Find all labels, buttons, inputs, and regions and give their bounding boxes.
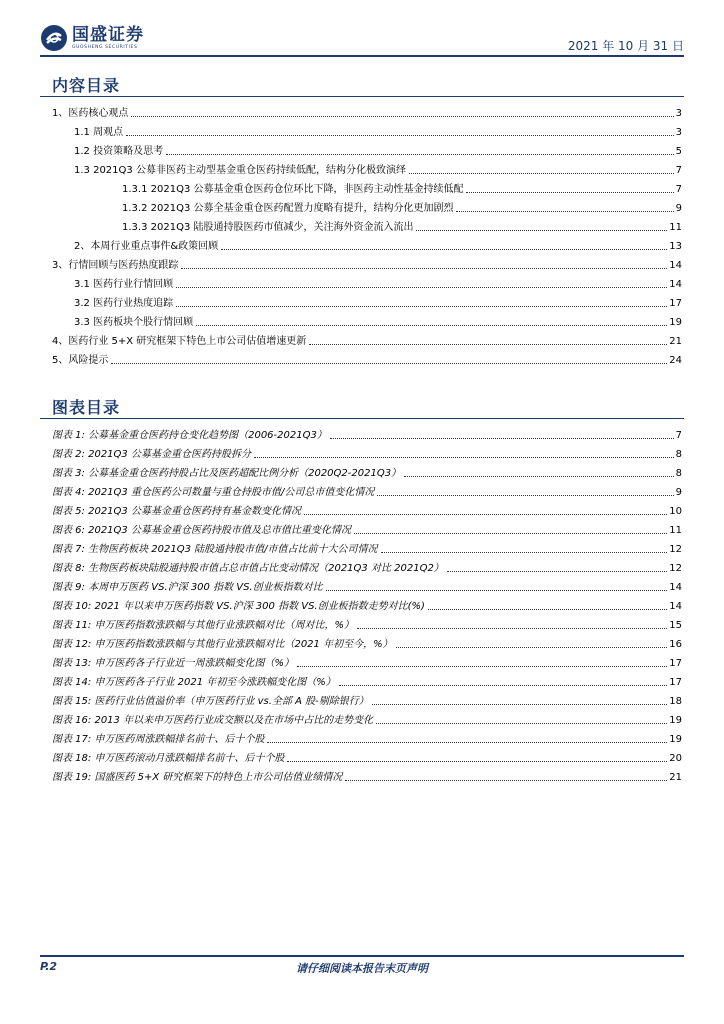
figure-entry[interactable]: 图表 17: 申万医药周涨跌幅排名前十、后十个股 19 bbox=[52, 734, 682, 745]
figure-entry[interactable]: 图表 14: 申万医药各子行业 2021 年初至今涨跌幅变化图（%） 17 bbox=[52, 677, 682, 688]
report-date: 2021 年 10 月 31 日 bbox=[567, 39, 684, 53]
toc-entry[interactable]: 1、医药核心观点 3 bbox=[52, 108, 682, 119]
toc-entry[interactable]: 1.3.1 2021Q3 公募基金重仓医药仓位环比下降，非医药主动性基金持续低配 7 bbox=[122, 184, 682, 195]
logo-name-en: GUOSHENG SECURITIES bbox=[72, 45, 138, 50]
toc-entry[interactable]: 3.2 医药行业热度追踪 17 bbox=[74, 298, 682, 309]
figure-entry[interactable]: 图表 11: 申万医药指数涨跌幅与其他行业涨跌幅对比（周对比，%） 15 bbox=[52, 620, 682, 631]
figure-toc-title: 图表目录 bbox=[52, 398, 121, 417]
figure-entry[interactable]: 图表 8: 生物医药板块陆股通持股市值占总市值占比变动情况（2021Q3 对比 2021Q2） 12 bbox=[52, 563, 682, 574]
figure-entry[interactable]: 图表 5: 2021Q3 公募基金重仓医药持有基金数变化情况 10 bbox=[52, 506, 682, 517]
content-toc-title: 内容目录 bbox=[52, 76, 121, 95]
toc-entry[interactable]: 5、风险提示 24 bbox=[52, 355, 682, 366]
figure-entry[interactable]: 图表 10: 2021 年以来申万医药指数 VS.沪深 300 指数 VS.创业板指数走势对比(%) 14 bbox=[52, 601, 682, 612]
header-divider bbox=[40, 55, 684, 57]
toc-entry[interactable]: 3、行情回顾与医药热度跟踪 14 bbox=[52, 260, 682, 271]
toc-entry[interactable]: 4、医药行业 5+X 研究框架下特色上市公司估值增速更新 21 bbox=[52, 336, 682, 347]
figure-entry[interactable]: 图表 19: 国盛医药 5+X 研究框架下的特色上市公司估值业绩情况 21 bbox=[52, 772, 682, 783]
figure-entry[interactable]: 图表 7: 生物医药板块 2021Q3 陆股通持股市值/市值占比前十大公司情况 12 bbox=[52, 544, 682, 555]
figure-entry[interactable]: 图表 2: 2021Q3 公募基金重仓医药持股拆分 8 bbox=[52, 449, 682, 460]
toc-entry[interactable]: 1.2 投资策略及思考 5 bbox=[74, 146, 682, 157]
company-logo bbox=[40, 22, 144, 54]
figure-entry[interactable]: 图表 18: 申万医药滚动月涨跌幅排名前十、后十个股 20 bbox=[52, 753, 682, 764]
toc-entry[interactable]: 3.3 医药板块个股行情回顾 19 bbox=[74, 317, 682, 328]
figure-entry[interactable]: 图表 4: 2021Q3 重仓医药公司数量与重仓持股市值/公司总市值变化情况 9 bbox=[52, 487, 682, 498]
toc-entry[interactable]: 1.3.2 2021Q3 公募全基金重仓医药配置力度略有提升，结构分化更加剧烈 9 bbox=[122, 203, 682, 214]
content-toc-divider bbox=[40, 96, 684, 97]
toc-entry[interactable]: 1.3 2021Q3 公募非医药主动型基金重仓医药持续低配，结构分化极致演绎 7 bbox=[74, 165, 682, 176]
figure-entry[interactable]: 图表 13: 申万医药各子行业近一周涨跌幅变化图（%） 17 bbox=[52, 658, 682, 669]
figure-entry[interactable]: 图表 12: 申万医药指数涨跌幅与其他行业涨跌幅对比（2021 年初至今，%） 16 bbox=[52, 639, 682, 650]
figure-entry[interactable]: 图表 1: 公募基金重仓医药持仓变化趋势图（2006-2021Q3） 7 bbox=[52, 430, 682, 441]
figure-entry[interactable]: 图表 6: 2021Q3 公募基金重仓医药持股市值及总市值比重变化情况 11 bbox=[52, 525, 682, 536]
logo-mark-icon bbox=[40, 24, 68, 52]
toc-entry[interactable]: 1.1 周观点 3 bbox=[74, 127, 682, 138]
logo-name-cn: 国盛证券 bbox=[72, 25, 144, 45]
toc-entry[interactable]: 2、本周行业重点事件&政策回顾 13 bbox=[74, 241, 682, 252]
disclaimer-note: 请仔细阅读本报告末页声明 bbox=[296, 962, 428, 975]
figure-toc-divider bbox=[40, 418, 684, 419]
page-header bbox=[40, 20, 684, 56]
figure-entry[interactable]: 图表 9: 本周申万医药 VS.沪深 300 指数 VS.创业板指数对比 14 bbox=[52, 582, 682, 593]
figure-entry[interactable]: 图表 3: 公募基金重仓医药持股占比及医药超配比例分析（2020Q2-2021Q3） 8 bbox=[52, 468, 682, 479]
page-number: P.2 bbox=[40, 960, 58, 973]
figure-entry[interactable]: 图表 16: 2013 年以来申万医药行业成交额以及在市场中占比的走势变化 19 bbox=[52, 715, 682, 726]
footer-divider bbox=[40, 955, 684, 957]
toc-entry[interactable]: 1.3.3 2021Q3 陆股通持股医药市值减少，关注海外资金流入流出 11 bbox=[122, 222, 682, 233]
toc-entry[interactable]: 3.1 医药行业行情回顾 14 bbox=[74, 279, 682, 290]
figure-entry[interactable]: 图表 15: 医药行业估值溢价率（申万医药行业 vs.全部 A 股-剔除银行） 18 bbox=[52, 696, 682, 707]
